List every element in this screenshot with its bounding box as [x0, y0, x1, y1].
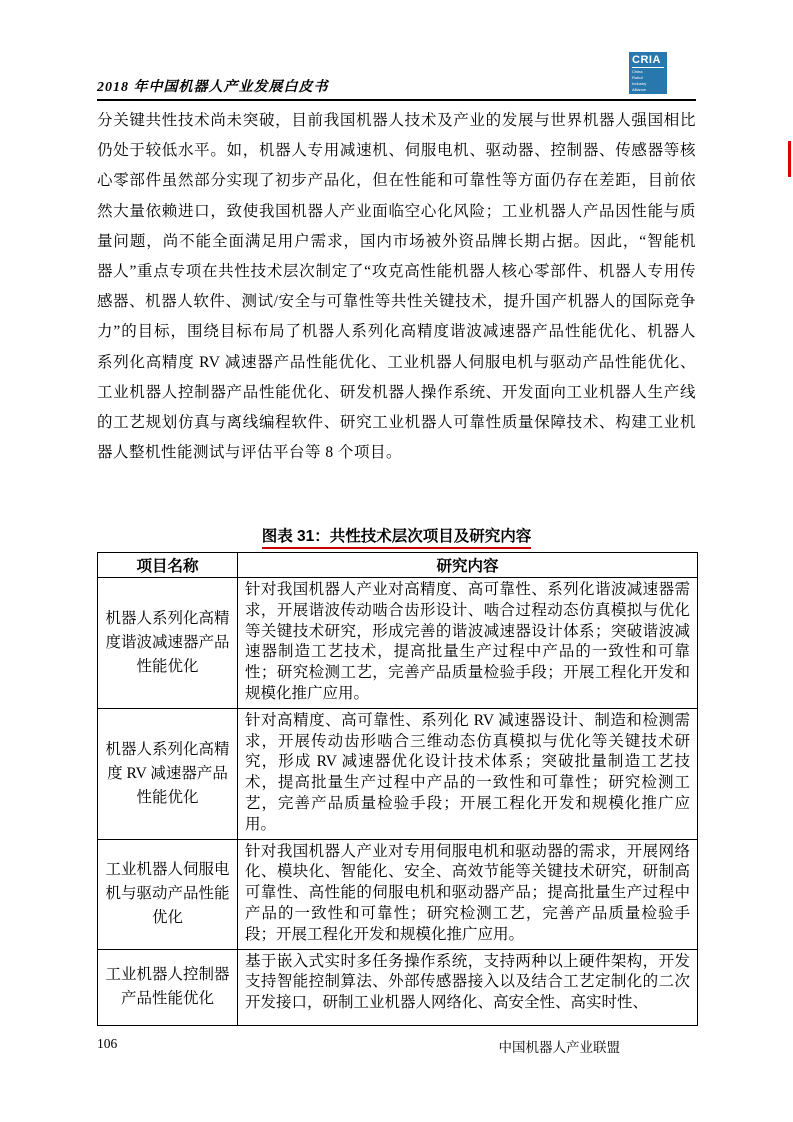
- table-header-row: [98, 553, 698, 578]
- page-footer: [97, 1036, 696, 1056]
- table-row: [98, 949, 698, 1025]
- cria-logo-acronym: CRIA: [632, 54, 664, 68]
- table-caption: [97, 524, 696, 549]
- document-title: 2018 年中国机器人产业发展白皮书: [97, 80, 329, 95]
- cria-logo: [629, 52, 667, 94]
- research-content-cell: 针对我国机器人产业对专用伺服电机和驱动器的需求，开展网络化、模块化、智能化、安全、高效节能等关键技术研究，研制高可靠性、高性能的伺服电机和驱动器产品；提高批量生产过程中产品的一致性和可靠性；研究检测工艺，完善产品质量检验手段；开展工程化开发和规模化推广应用。: [238, 839, 698, 949]
- header-cell-research-content: 研究内容: [238, 553, 698, 578]
- research-content-cell: 针对高精度、高可靠性、系列化 RV 减速器设计、制造和检测需求，开展传动齿形啮合三维动态仿真模拟与优化等关键技术研究，形成 RV 减速器优化设计技术体系；突破批量制造工艺技术，提高批量生产过程中产品的一致性和可靠性；研究检测工艺，完善产品质量检验手段；开展工程化开发和规模化推广应用。: [238, 708, 698, 839]
- research-content-cell: 基于嵌入式实时多任务操作系统，支持两种以上硬件架构，开发支持智能控制算法、外部传感器接入以及结合工艺定制化的二次开发接口，研制工业机器人网络化、高安全性、高实时性、: [238, 949, 698, 1025]
- cria-logo-line-robot: Robot: [632, 75, 643, 80]
- revision-mark: [788, 141, 791, 177]
- footer-org: 中国机器人产业联盟: [498, 1040, 620, 1055]
- body-paragraph: 分关键共性技术尚未突破，目前我国机器人技术及产业的发展与世界机器人强国相比仍处于较低水平。如，机器人专用减速机、伺服电机、驱动器、控制器、传感器等核心零部件虽然部分实现了初步产品化，但在性能和可靠性等方面仍存在差距，目前依然大量依赖进口，致使我国机器人产业面临空心化风险；工业机器人产品因性能与质量问题，尚不能全面满足用户需求，国内市场被外资品牌长期占据。因此，“智能机器人”重点专项在共性技术层次制定了“攻克高性能机器人核心零部件、机器人专用传感器、机器人软件、测试/安全与可靠性等共性关键技术，提升国产机器人的国际竞争力”的目标，围绕目标布局了机器人系列化高精度谐波减速器产品性能优化、机器人系列化高精度 RV 减速器产品性能优化、工业机器人伺服电机与驱动产品性能优化、工业机器人控制器产品性能优化、研发机器人操作系统、开发面向工业机器人生产线的工艺规划仿真与离线编程软件、研究工业机器人可靠性质量保障技术、构建工业机器人整机性能测试与评估平台等 8 个项目。: [97, 112, 696, 462]
- research-content-cell: 针对我国机器人产业对高精度、高可靠性、系列化谐波减速器需求，开展谐波传动啮合齿形设计、啮合过程动态仿真模拟与优化等关键技术研究，形成完善的谐波减速器设计体系；突破谐波减速器制造工艺技术，提高批量生产过程中产品的一致性和可靠性；研究检测工艺，完善产品质量检验手段；开展工程化开发和规模化推广应用。: [238, 578, 698, 709]
- header-rule: [97, 99, 696, 101]
- page-number: 106: [97, 1036, 118, 1051]
- project-name-cell: 工业机器人伺服电机与驱动产品性能优化: [98, 839, 238, 949]
- table-row: [98, 839, 698, 949]
- cria-logo-line-china: China: [632, 69, 643, 74]
- project-name-cell: 工业机器人控制器产品性能优化: [98, 949, 238, 1025]
- cria-logo-line-alliance: Alliance: [632, 87, 647, 92]
- project-name-cell: 机器人系列化高精度谐波减速器产品性能优化: [98, 578, 238, 709]
- project-name-cell: 机器人系列化高精度 RV 减速器产品性能优化: [98, 708, 238, 839]
- cria-logo-line-industry: Industry: [632, 81, 647, 86]
- projects-table: [97, 552, 698, 1026]
- header-cell-project-name: 项目名称: [98, 553, 238, 578]
- table-row: [98, 578, 698, 709]
- table-row: [98, 708, 698, 839]
- table-caption-text: 图表 31：共性技术层次项目及研究内容: [262, 524, 532, 549]
